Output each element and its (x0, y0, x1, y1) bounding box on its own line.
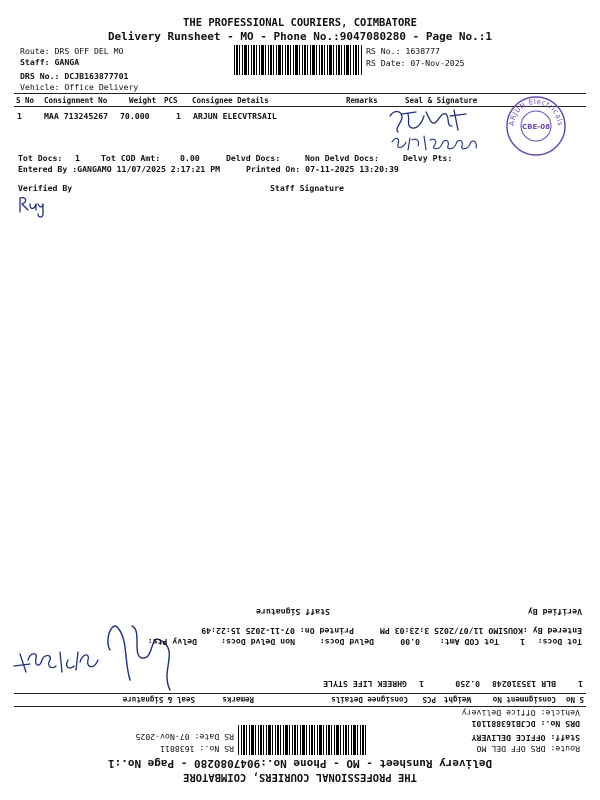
vehicle-text: Vehicle: Office Delivery (461, 708, 580, 718)
non-delvd-docs-label: Non Delvd Docs: (305, 153, 379, 163)
row-sno: 1 (17, 111, 22, 121)
row-pcs: 1 (419, 679, 424, 689)
seal-text: ARJUN Electricals (507, 97, 565, 127)
row-consignee: ARJUN ELECVTRSAIL (193, 111, 277, 121)
vehicle-text: Vehicle: Office Delivery (20, 82, 139, 92)
cod-label: Tot COD Amt: (439, 637, 499, 647)
col-consignment: Consignment No (44, 96, 108, 105)
row-weight: 70.000 (120, 111, 150, 121)
row-consignment: BLR 135310248 (491, 679, 556, 689)
delvy-pts-label: Delvy Pts: (403, 153, 453, 163)
col-sno: S No (565, 695, 584, 704)
printed-on: Printed On: 07-11-2025 13:20:39 (246, 164, 399, 174)
cod-label: Tot COD Amt: (101, 153, 161, 163)
rs-number: RS No.: 1638811 (160, 744, 234, 754)
rs-date: RS Date: 07-Nov-2025 (366, 58, 465, 68)
rs-date: RS Date: 07-Nov-2025 (135, 732, 234, 742)
cod-value: 0.00 (400, 637, 420, 647)
col-consignee: Consignee Details (331, 695, 408, 704)
row-consignee: GHREEK LIFE STYLE (323, 679, 407, 689)
non-delvd-docs-label: Non Delvd Docs: (221, 637, 295, 647)
row-sno: 1 (578, 679, 583, 689)
verified-by-label: Verified By (18, 183, 73, 193)
tot-docs-value: 1 (75, 153, 80, 163)
drs-number: DRS No.: DCJB163881101 (471, 719, 580, 729)
divider (14, 93, 586, 94)
staff-text: Staff: OFFICE DELIVERY (471, 733, 580, 743)
col-weight: Weight (129, 96, 157, 105)
col-seal: Seal & Signature (405, 96, 478, 105)
col-pcs: PCS (422, 695, 436, 704)
route-text: Route: DRS OFF DEL MO (20, 46, 124, 56)
company-seal (505, 95, 567, 157)
tot-docs-value: 1 (520, 637, 525, 647)
tot-docs-label: Tot Docs: (18, 153, 63, 163)
rs-number: RS No.: 1638777 (366, 46, 440, 56)
col-remarks: Remarks (346, 96, 378, 105)
row-pcs: 1 (176, 111, 181, 121)
row-consignment: MAA 713245267 (44, 111, 109, 121)
entered-by: Entered By :KOUSIMO 11/07/2025 3:23:03 PM (379, 626, 582, 636)
recipient-signature (384, 104, 504, 156)
delvy-pts-label: Delvy Pts: (147, 637, 197, 647)
row-weight: 0.250 (455, 679, 480, 689)
company-title: THE PROFESSIONAL COURIERS, COIMBATORE (183, 17, 417, 29)
company-title: THE PROFESSIONAL COURIERS, COIMBATORE (183, 771, 417, 783)
entered-by: Entered By :GANGAMO 11/07/2025 2:17:21 PM (18, 164, 221, 174)
runsheet-subtitle: Delivery Runsheet - MO - Phone No.:9047080280 - Page No.:1 (107, 757, 493, 770)
verifier-signature (16, 194, 56, 218)
col-weight: Weight (443, 695, 471, 704)
drs-number: DRS No.: DCJB163877701 (20, 71, 129, 81)
col-seal: Seal & Signature (122, 695, 195, 704)
runsheet-subtitle: Delivery Runsheet - MO - Phone No.:9047080280 - Page No.:1 (107, 30, 493, 43)
route-text: Route: DRS OFF DEL MO (476, 744, 580, 754)
col-consignee: Consignee Details (192, 96, 269, 105)
staff-signature-label: Staff Signature (270, 183, 344, 193)
verified-by-label: Verified By (527, 607, 582, 617)
staff-text: Staff: GANGA (20, 57, 80, 67)
cod-value: 0.00 (180, 153, 200, 163)
tot-docs-label: Tot Docs: (537, 637, 582, 647)
col-consignment: Consignment No (492, 695, 556, 704)
col-remarks: Remarks (222, 695, 254, 704)
barcode (238, 725, 366, 755)
recipient-signature (10, 610, 190, 700)
seal-center-text: CBE-08 (522, 123, 550, 131)
col-sno: S No (16, 96, 35, 105)
runsheet-bottom (0, 400, 600, 800)
delvd-docs-label: Delvd Docs: (226, 153, 281, 163)
divider (14, 706, 586, 707)
barcode (234, 45, 362, 75)
col-pcs: PCS (164, 96, 178, 105)
staff-signature-label: Staff Signature (256, 607, 330, 617)
printed-on: Printed On: 07-11-2025 15:22:49 (201, 626, 354, 636)
delvd-docs-label: Delvd Docs: (319, 637, 374, 647)
